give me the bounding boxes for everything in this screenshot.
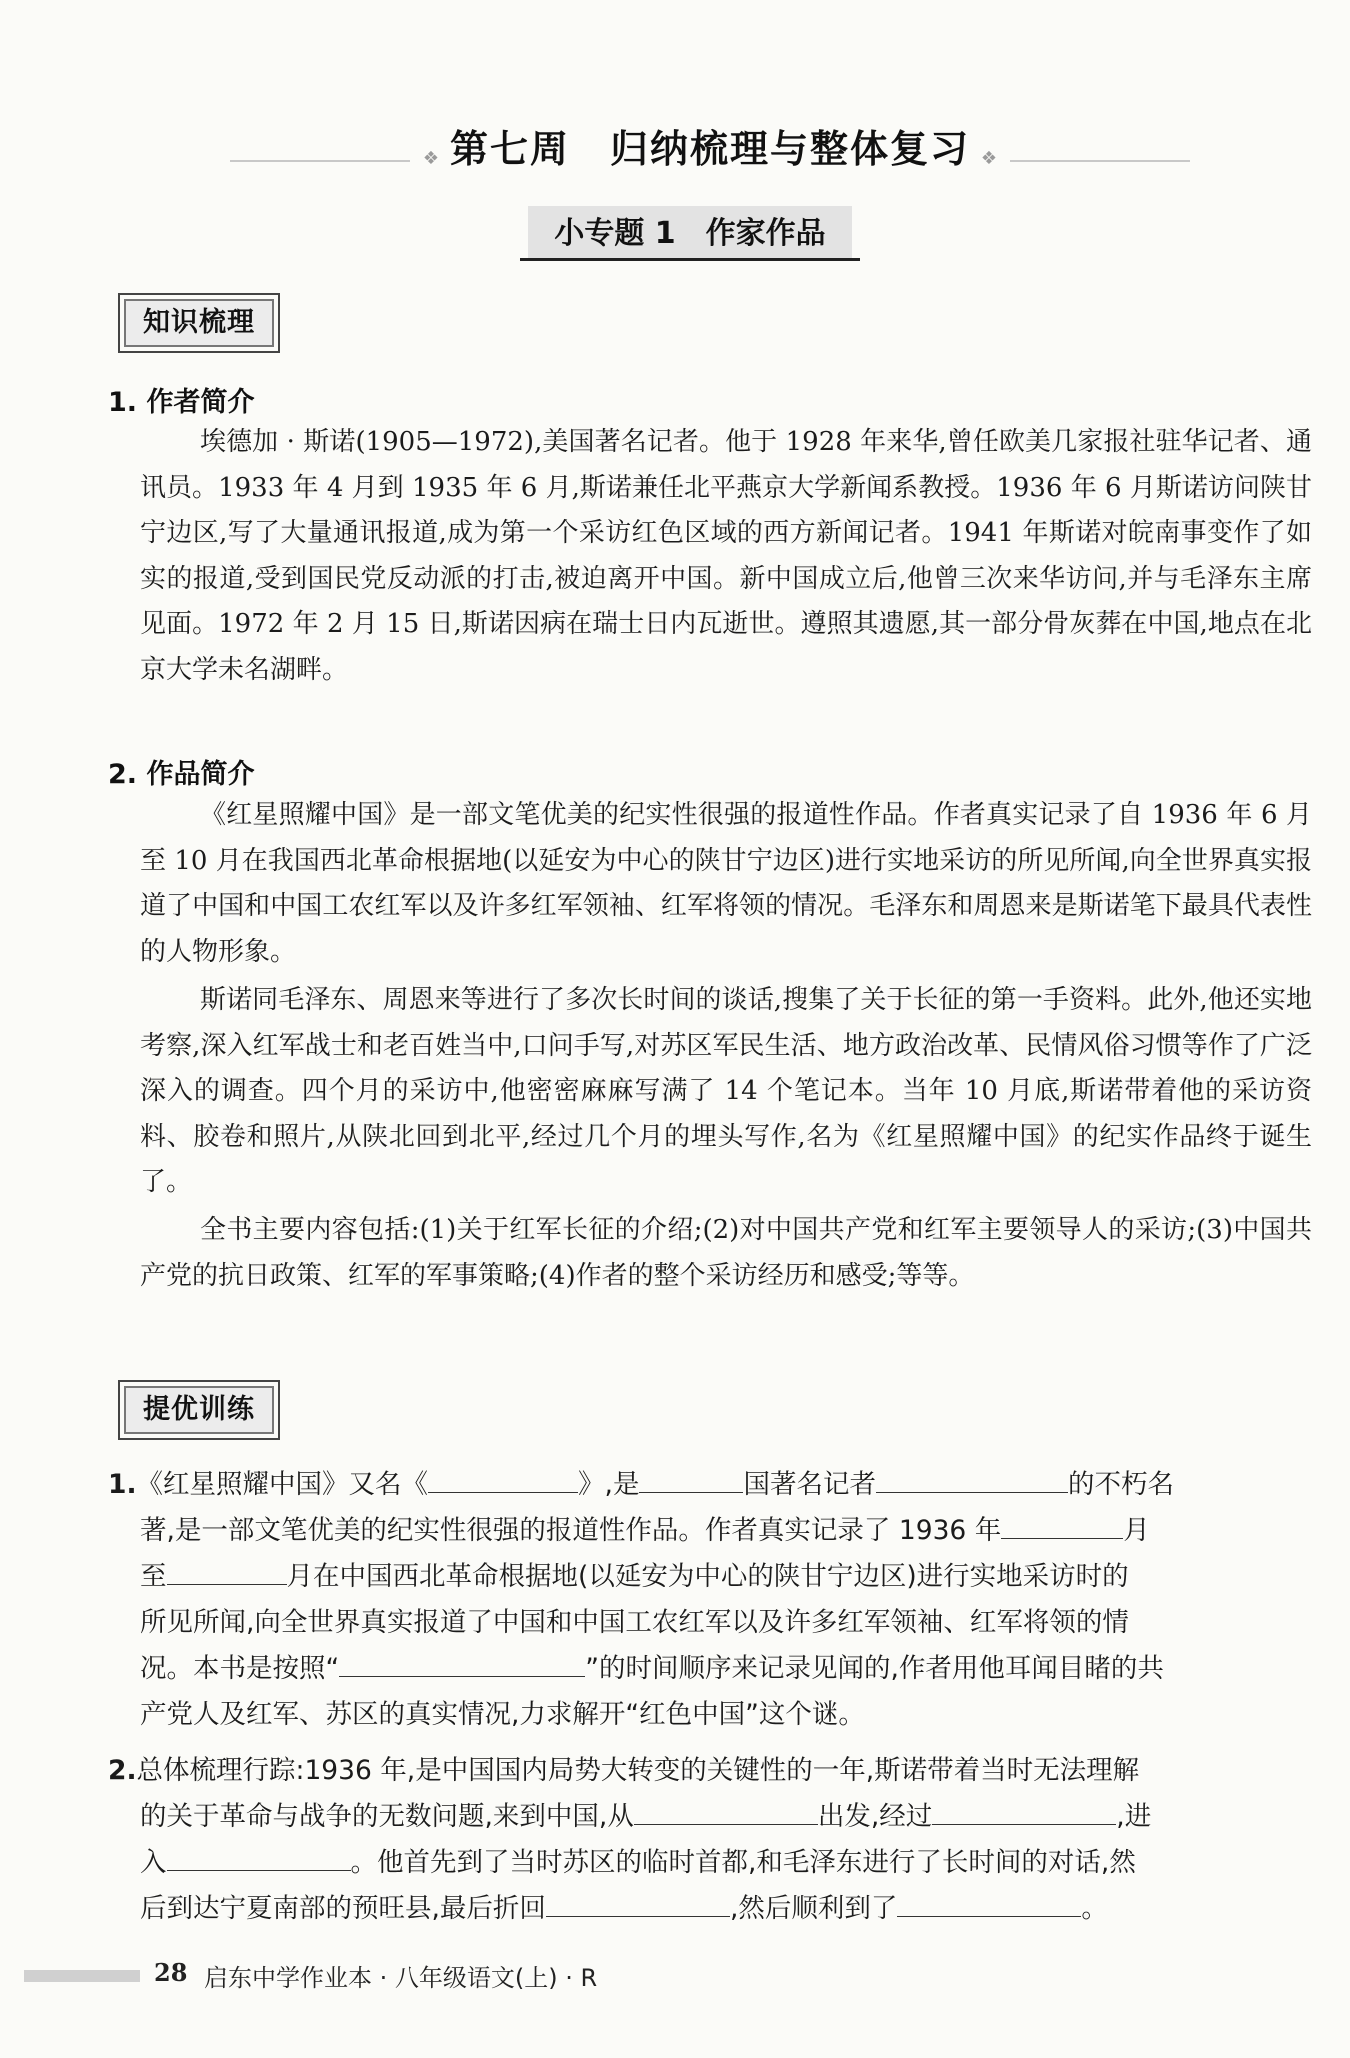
- footer-bar: [24, 1970, 140, 1982]
- ornament-icon: ❖: [422, 148, 440, 169]
- question-text: 月在中国西北革命根据地(以延安为中心的陕甘宁边区)进行实地采访时的: [286, 1561, 1129, 1592]
- question-line: [108, 1508, 1312, 1554]
- question-line: [108, 1794, 1312, 1840]
- question-line: [108, 1462, 1312, 1508]
- answer-blank[interactable]: [897, 1890, 1081, 1917]
- question-text: 》,是: [578, 1469, 640, 1500]
- question-text: 。他首先到了当时苏区的临时首都,和毛泽东进行了长时间的对话,然: [350, 1847, 1136, 1878]
- page-footer: [24, 1958, 824, 1994]
- answer-blank[interactable]: [932, 1798, 1116, 1825]
- paragraph-author-intro: 埃德加 · 斯诺(1905—1972),美国著名记者。他于 1928 年来华,曾任欧美几家报社驻华记者、通讯员。1933 年 4 月到 1935 年 6 月,斯诺兼任北平燕京大学新闻系教授。1936 年 6 月斯诺访问陕甘宁边区,写了大量通讯报道,成为第一个采访红色区域的西方新闻记者。1941 年斯诺对皖南事变作了如实的报道,受到国民党反动派的打击,被迫离开中国。新中国成立后,他曾三次来华访问,并与毛泽东主席见面。1972 年 2 月 15 日,斯诺因病在瑞士日内瓦逝世。遵照其遗愿,其一部分骨灰葬在中国,地点在北京大学未名湖畔。: [140, 427, 1312, 685]
- subtopic-title: 小专题 1 作家作品: [520, 210, 860, 261]
- question-line: [108, 1886, 1312, 1932]
- question-text: 况。本书是按照“: [140, 1653, 340, 1684]
- question-line: 所见所闻,向全世界真实报道了中国和中国工农红军以及许多红军领袖、红军将领的情: [140, 1607, 1129, 1638]
- answer-blank[interactable]: [639, 1466, 743, 1493]
- answer-blank[interactable]: [339, 1650, 585, 1677]
- page-header: [230, 118, 1190, 178]
- question-line: [108, 1554, 1312, 1600]
- question-line: [108, 1840, 1312, 1886]
- heading-work: 2. 作品简介: [108, 759, 255, 790]
- answer-blank[interactable]: [1001, 1512, 1123, 1539]
- section-badge-practice: 提优训练: [118, 1380, 280, 1440]
- question-text: 著,是一部文笔优美的纪实性很强的报道性作品。作者真实记录了 1936 年: [140, 1515, 1002, 1546]
- question-line: [108, 1646, 1312, 1692]
- answer-blank[interactable]: [546, 1890, 730, 1917]
- question-text: 。: [1081, 1893, 1108, 1924]
- question-text: 总体梳理行踪:1936 年,是中国国内局势大转变的关键性的一年,斯诺带着当时无法理解: [136, 1755, 1140, 1786]
- question-text: 国著名记者: [743, 1469, 876, 1500]
- question-1: [108, 1462, 1312, 1738]
- answer-blank[interactable]: [167, 1558, 287, 1585]
- question-text: 的不朽名: [1067, 1469, 1174, 1500]
- answer-blank[interactable]: [167, 1844, 351, 1871]
- header-rule-right: [1010, 160, 1190, 162]
- page-number: 28: [154, 1958, 188, 1987]
- question-text: 《红星照耀中国》又名《: [136, 1469, 429, 1500]
- page-title: 第七周 归纳梳理与整体复习: [449, 127, 970, 171]
- question-line: 产党人及红军、苏区的真实情况,力求解开“红色中国”这个谜。: [140, 1699, 865, 1730]
- book-title: 启东中学作业本 · 八年级语文(上) · R: [204, 1964, 598, 1992]
- section-badge-knowledge: 知识梳理: [118, 293, 280, 353]
- question-text: ,进: [1116, 1801, 1152, 1832]
- question-text: 的关于革命与战争的无数问题,来到中国,从: [140, 1801, 634, 1832]
- answer-blank[interactable]: [634, 1798, 818, 1825]
- paragraph-contents: 全书主要内容包括:(1)关于红军长征的介绍;(2)对中国共产党和红军主要领导人的采访;(3)中国共产党的抗日政策、红军的军事策略;(4)作者的整个采访经历和感受;等等。: [140, 1215, 1312, 1291]
- ornament-icon: ❖: [980, 148, 998, 169]
- paragraph-work-intro: 《红星照耀中国》是一部文笔优美的纪实性很强的报道性作品。作者真实记录了自 1936 年 6 月至 10 月在我国西北革命根据地(以延安为中心的陕甘宁边区)进行实地采访的所见所闻,向全世界真实报道了中国和中国工农红军以及许多红军领袖、红军将领的情况。毛泽东和周恩来是斯诺笔下最具代表性的人物形象。: [140, 800, 1312, 967]
- question-line: [108, 1748, 1312, 1794]
- question-text: ”的时间顺序来记录见闻的,作者用他耳闻目睹的共: [585, 1653, 1164, 1684]
- question-text: ,然后顺利到了: [729, 1893, 898, 1924]
- question-number: 1.: [108, 1469, 137, 1500]
- question-text: 后到达宁夏南部的预旺县,最后折回: [140, 1893, 546, 1924]
- answer-blank[interactable]: [428, 1466, 578, 1493]
- question-2: [108, 1748, 1312, 1932]
- paragraph-interviews: 斯诺同毛泽东、周恩来等进行了多次长时间的谈话,搜集了关于长征的第一手资料。此外,他还实地考察,深入红军战士和老百姓当中,口问手写,对苏区军民生活、地方政治改革、民情风俗习惯等作了广泛深入的调查。四个月的采访中,他密密麻麻写满了 14 个笔记本。当年 10 月底,斯诺带着他的采访资料、胶卷和照片,从陕北回到北平,经过几个月的埋头写作,名为《红星照耀中国》的纪实作品终于诞生了。: [140, 985, 1312, 1197]
- question-text: 入: [140, 1847, 167, 1878]
- answer-blank[interactable]: [876, 1466, 1068, 1493]
- heading-author: 1. 作者简介: [108, 387, 255, 418]
- question-number: 2.: [108, 1755, 137, 1786]
- question-text: 至: [140, 1561, 167, 1592]
- question-text: 月: [1123, 1515, 1150, 1546]
- question-text: 出发,经过: [817, 1801, 933, 1832]
